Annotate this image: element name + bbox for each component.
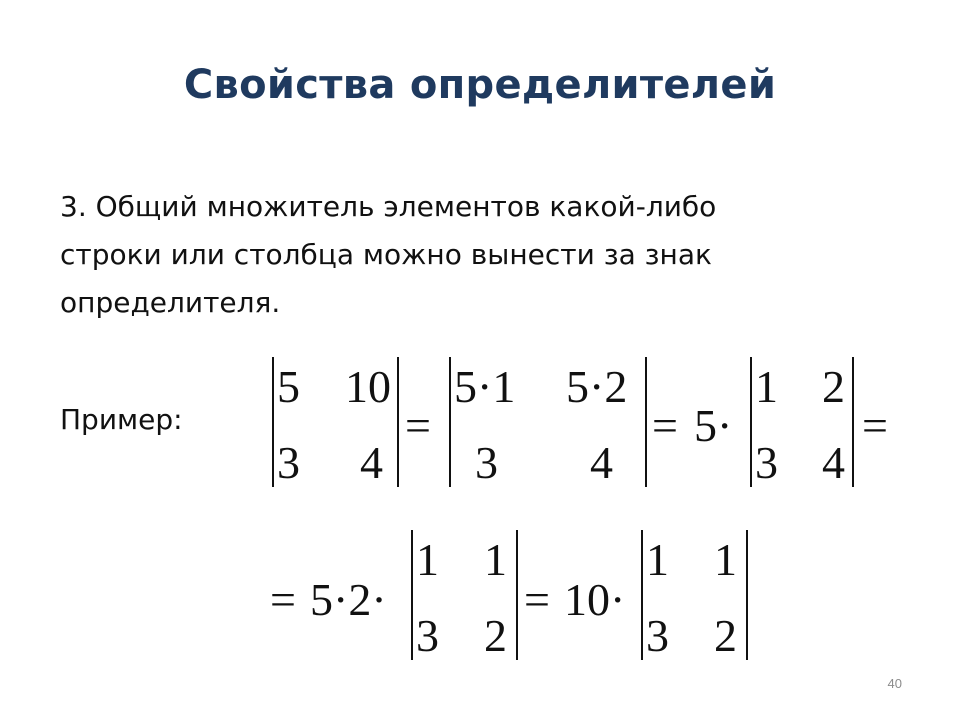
- det-left-bar: [272, 357, 274, 487]
- matrix-cell: 2: [822, 361, 845, 412]
- matrix-cell: 1: [755, 361, 778, 412]
- equals-sign: =: [652, 400, 678, 451]
- det-left-bar: [449, 357, 451, 487]
- det-left-bar: [641, 530, 643, 660]
- matrix-cell: 3: [475, 437, 498, 488]
- matrix-cell: 3: [416, 610, 439, 661]
- matrix-cell: 1: [646, 534, 669, 585]
- det-right-bar: [397, 357, 399, 487]
- slide-title: Свойства определителей: [183, 62, 777, 108]
- det-right-bar: [516, 530, 518, 660]
- scalar-factor: 5·2·: [310, 574, 387, 625]
- equals-sign: =: [405, 400, 431, 451]
- example-label: Пример:: [60, 403, 183, 436]
- det-left-bar: [750, 357, 752, 487]
- det-right-bar: [746, 530, 748, 660]
- equals-sign: =: [270, 574, 296, 625]
- matrix-cell: 5: [277, 361, 300, 412]
- matrix-cell: 2: [484, 610, 507, 661]
- matrix-cell: 5·2: [566, 361, 628, 412]
- matrix-cell: 3: [646, 610, 669, 661]
- matrix-cell: 4: [360, 437, 383, 488]
- det-right-bar: [645, 357, 647, 487]
- statement-line-2: строки или столбца можно вынести за знак: [60, 238, 712, 271]
- statement-line-3: определителя.: [60, 286, 281, 319]
- matrix-cell: 1: [416, 534, 439, 585]
- scalar-factor: 5·: [694, 400, 733, 451]
- matrix-cell: 10: [345, 361, 391, 412]
- matrix-cell: 1: [484, 534, 507, 585]
- page-number: 40: [887, 676, 902, 691]
- matrix-cell: 2: [714, 610, 737, 661]
- det-left-bar: [411, 530, 413, 660]
- property-statement: [60, 183, 880, 327]
- equals-sign: =: [524, 574, 550, 625]
- equals-sign: =: [862, 400, 888, 451]
- det-right-bar: [852, 357, 854, 487]
- matrix-cell: 3: [277, 437, 300, 488]
- matrix-cell: 5·1: [454, 361, 516, 412]
- matrix-cell: 1: [714, 534, 737, 585]
- matrix-cell: 4: [822, 437, 845, 488]
- statement-line-1: 3. Общий множитель элементов какой-либо: [60, 190, 717, 223]
- scalar-factor: 10·: [564, 574, 626, 625]
- matrix-cell: 4: [590, 437, 613, 488]
- matrix-cell: 3: [755, 437, 778, 488]
